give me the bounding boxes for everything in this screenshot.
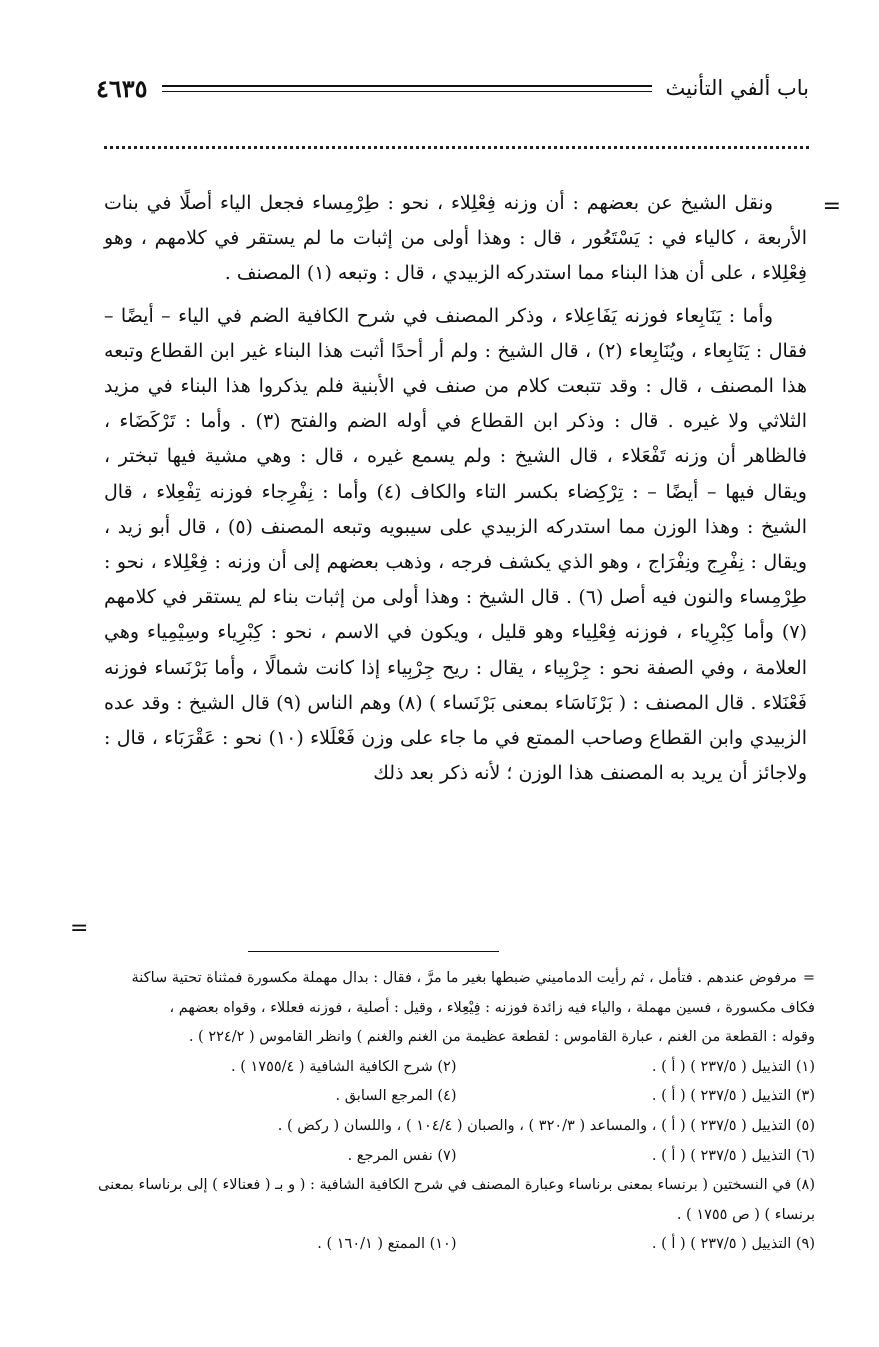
footnote-continuation: وقوله : القطعة من الغنم ، عبارة القاموس : لقطعة عظيمة من الغنم والغنم ) وانظر القاموس ( ٢٢٤/٢ ) . bbox=[188, 1029, 815, 1046]
footnotes bbox=[98, 964, 815, 1260]
page-number: ٤٦٣٥ bbox=[96, 73, 148, 103]
footnote-2: (٢) شرح الكافية الشافية ( ١٧٥٥/٤ ) . bbox=[231, 1058, 457, 1075]
continuation-mark-out: = bbox=[70, 916, 89, 941]
footnote-continuation: فكاف مكسورة ، فسين مهملة ، والياء فيه زائدة فوزنه : فِيْعِلاء ، وقيل : أصلية ، فوزنه فعللاء ، وقواه بعضهم ، bbox=[169, 999, 815, 1016]
footnote-4: (٤) المرجع السابق . bbox=[335, 1088, 457, 1105]
footnote-9: (٩) التذييل ( ٢٣٧/٥ ) ( أ ) . bbox=[651, 1236, 815, 1253]
running-header bbox=[96, 70, 809, 106]
body-underline bbox=[248, 951, 499, 952]
footnote-1: (١) التذييل ( ٢٣٧/٥ ) ( أ ) . bbox=[651, 1058, 815, 1075]
continuation-mark-footnote: = bbox=[802, 970, 815, 986]
footnote-5: (٥) التذييل ( ٢٣٧/٥ ) ( أ ) ، والمساعد ( ٣٢٠/٣ ) ، والصبان ( ١٠٤/٤ ) ، واللسان ( ركض ) . bbox=[277, 1117, 815, 1134]
main-text bbox=[104, 186, 807, 798]
footnote-3: (٣) التذييل ( ٢٣٧/٥ ) ( أ ) . bbox=[651, 1088, 815, 1105]
dotted-separator bbox=[104, 146, 809, 149]
chapter-title: باب ألفي التأنيث bbox=[665, 76, 809, 100]
footnote-10: (١٠) الممتع ( ١٦٠/١ ) . bbox=[317, 1236, 457, 1253]
footnote-row bbox=[98, 1142, 815, 1172]
footnote-6: (٦) التذييل ( ٢٣٧/٥ ) ( أ ) . bbox=[651, 1147, 815, 1164]
paragraph-2: وأما : يَنَابِعاء فوزنه يَفَاعِلاء ، وذكر المصنف في شرح الكافية الضم في الياء – أيضًا – فقال : يَنَابِعاء ، ويُنَابِعاء (٢) ، قال الشيخ : ولم أر أحدًا أثبت هذا البناء غير ابن القطاع وتبعه هذا المصنف ، قال : وقد تتبعت كلام من صنف في الأبنية فلم يذكروا هذا البناء في مزيد الثلاثي ولا غيره . قال : وذكر ابن القطاع في أوله الضم والفتح (٣) . وأما : تَرْكَضَاء ، فالظاهر أن وزنه تَفْعَلاء ، قال الشيخ : ولم يسمع غيره ، قال : وهي مشية فيها تبختر ، ويقال فيها – أيضًا – : تِرْكِضاء بكسر التاء والكاف (٤) وأما : نِفْرِجاء فوزنه تِفْعِلاء ، قال الشيخ : وهذا الوزن مما استدركه الزبيدي على سيبويه وتبعه المصنف (٥) ، قال أبو زيد ، ويقال : نِفْرِج ونِفْرَاج ، وهو الذي يكشف فرجه ، وذهب بعضهم إلى أن وزنه : فِعْلِلاء ، نحو : طِرْمِساء والنون فيه أصل (٦) . قال الشيخ : وهذا أولى من إثبات بناء لم يستقر في كلامهم (٧) وأما كِبْرِياء ، فوزنه فِعْلِياء وهو قليل ، ويكون في الاسم ، نحو : كِبْرِياء وسِيْمِياء وهي العلامة ، وفي الصفة نحو : جِرْبِياء ، يقال : ريح جِرْبِياء إذا كانت شمالًا ، وأما بَرْنَساء فوزنه فَعْنَلاء . قال المصنف : ( بَرْنَاسَاء بمعنى بَرْنَساء ) (٨) وهم الناس (٩) قال الشيخ : وقد عده الزبيدي وابن القطاع وصاحب الممتع في ما جاء على وزن فَعْلَلاء (١٠) نحو : عَقْرَبَاء ، قال : ولاجائز أن يريد به المصنف هذا الوزن ؛ لأنه ذكر بعد ذلك bbox=[104, 304, 808, 785]
header-rule bbox=[162, 85, 652, 92]
footnote-row bbox=[98, 1053, 815, 1083]
paragraph-1: ونقل الشيخ عن بعضهم : أن وزنه فِعْلِلاء ، نحو : طِرْمِساء فجعل الياء أصلًا في بنات الأربعة ، كالياء في : يَسْتَعُور ، قال : وهذا أولى من إثبات ما لم يستقر في كلامهم ، وهو فِعْلِلاء ، على أن هذا البناء مما استدركه الزبيدي ، قال : وتبعه (١) المصنف . bbox=[104, 192, 807, 285]
footnote-7: (٧) نفس المرجع . bbox=[347, 1147, 457, 1164]
footnote-row bbox=[98, 1230, 815, 1260]
continuation-mark-in: = bbox=[822, 194, 841, 219]
footnote-8: (٨) في النسختين ( برنساء بمعنى برناساء وعبارة المصنف في شرح الكافية الشافية : ( و بـ ( فعنالاء ) إلى برناساء بمعنى برنساء ) ( ص ١٧٥٥ ) . bbox=[98, 1177, 815, 1223]
footnote-row bbox=[98, 1082, 815, 1112]
footnote-continuation: =مرفوض عندهم . فتأمل ، ثم رأيت الدماميني ضبطها بغير ما مرَّ ، فقال : بدال مهملة مكسورة فمثناة تحتية ساكنة bbox=[131, 970, 815, 986]
